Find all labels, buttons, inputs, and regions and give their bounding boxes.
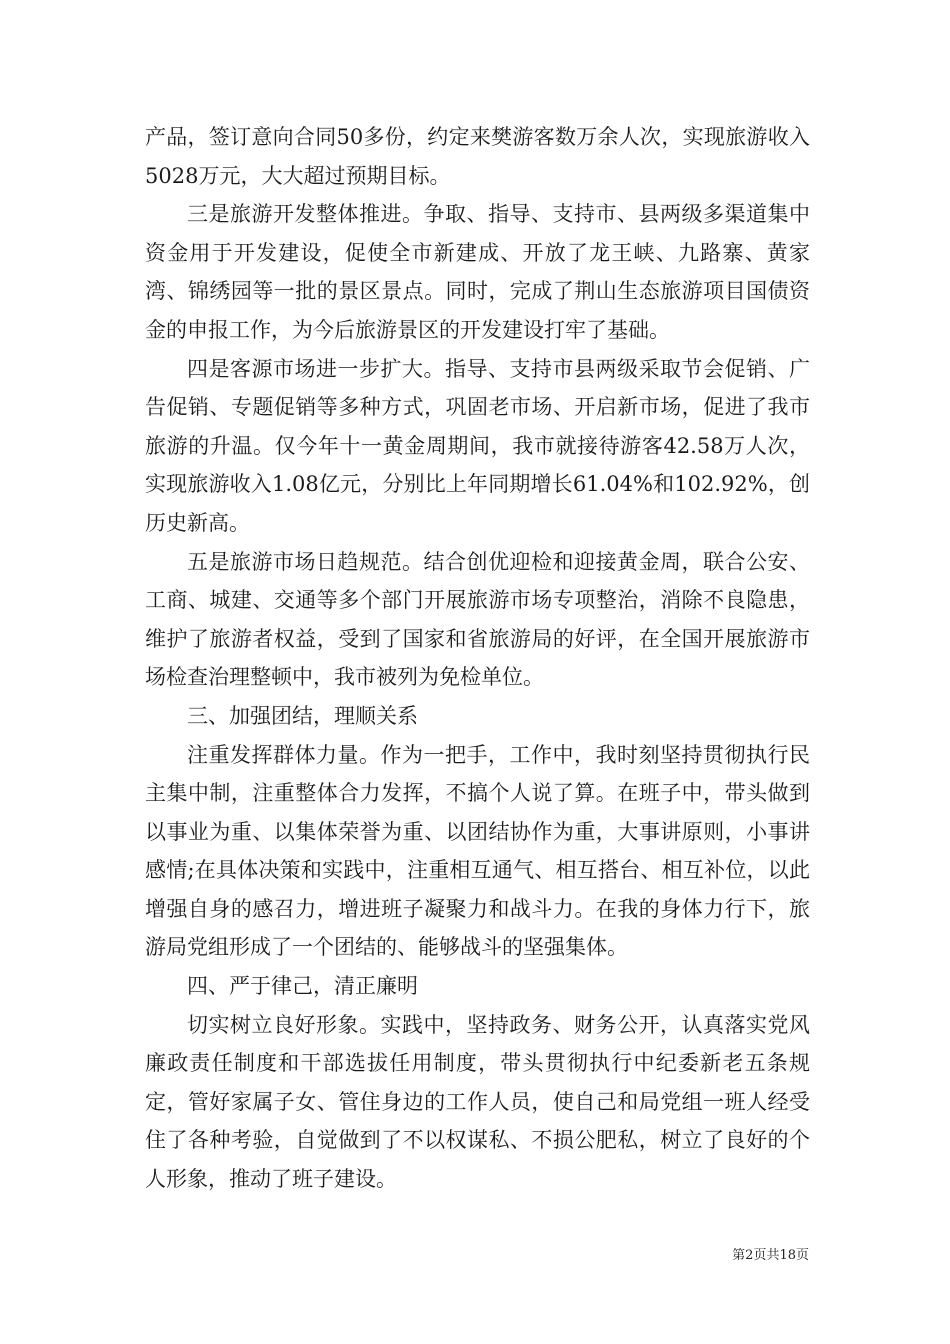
- paragraph-2: 三是旅游开发整体推进。争取、指导、支持市、县两级多渠道集中资金用于开发建设，促使全市新建成、开放了龙王峡、九路寨、黄家湾、锦绣园等一批的景区景点。同时，完成了荆山生态旅游项目国债资金的申报工作，为今后旅游景区的开发建设打牢了基础。: [145, 202, 810, 342]
- paragraph-1: 产品，签订意向合同50多份，约定来樊游客数万余人次，实现旅游收入5028万元，大大超过预期目标。: [145, 125, 810, 188]
- document-body: [145, 118, 810, 1199]
- paragraph-3: 四是客源市场进一步扩大。指导、支持市县两级采取节会促销、广告促销、专题促销等多种方式，巩固老市场、开启新市场，促进了我市旅游的升温。仅今年十一黄金周期间，我市就接待游客42.58万人次，实现旅游收入1.08亿元，分别比上年同期增长61.04%和102.92%，创历史新高。: [145, 356, 810, 535]
- paragraph-5: 注重发挥群体力量。作为一把手，工作中，我时刻坚持贯彻执行民主集中制，注重整体合力发挥，不搞个人说了算。在班子中，带头做到以事业为重、以集体荣誉为重、以团结协作为重，大事讲原则，小事讲感情;在具体决策和实践中，注重相互通气、相互搭台、相互补位，以此增强自身的感召力，增进班子凝聚力和战斗力。在我的身体力行下，旅游局党组形成了一个团结的、能够战斗的坚强集体。: [145, 742, 810, 960]
- paragraph-6: 切实树立良好形象。实践中，坚持政务、财务公开，认真落实党风廉政责任制度和干部选拔任用制度，带头贯彻执行中纪委新老五条规定，管好家属子女、管住身边的工作人员，使自己和局党组一班人经受住了各种考验，自觉做到了不以权谋私、不损公肥私，树立了良好的个人形象，推动了班子建设。: [145, 1012, 810, 1192]
- section-heading-3: 三、加强团结，理顺关系: [187, 703, 418, 728]
- paragraph-4: 五是旅游市场日趋规范。结合创优迎检和迎接黄金周，联合公安、工商、城建、交通等多个部门开展旅游市场专项整治，消除不良隐患，维护了旅游者权益，受到了国家和省旅游局的好评，在全国开展旅游市场检查治理整顿中，我市被列为免检单位。: [145, 549, 810, 690]
- page-number: 第2页共18页: [732, 1248, 809, 1263]
- section-heading-4: 四、严于律己，清正廉明: [187, 974, 418, 999]
